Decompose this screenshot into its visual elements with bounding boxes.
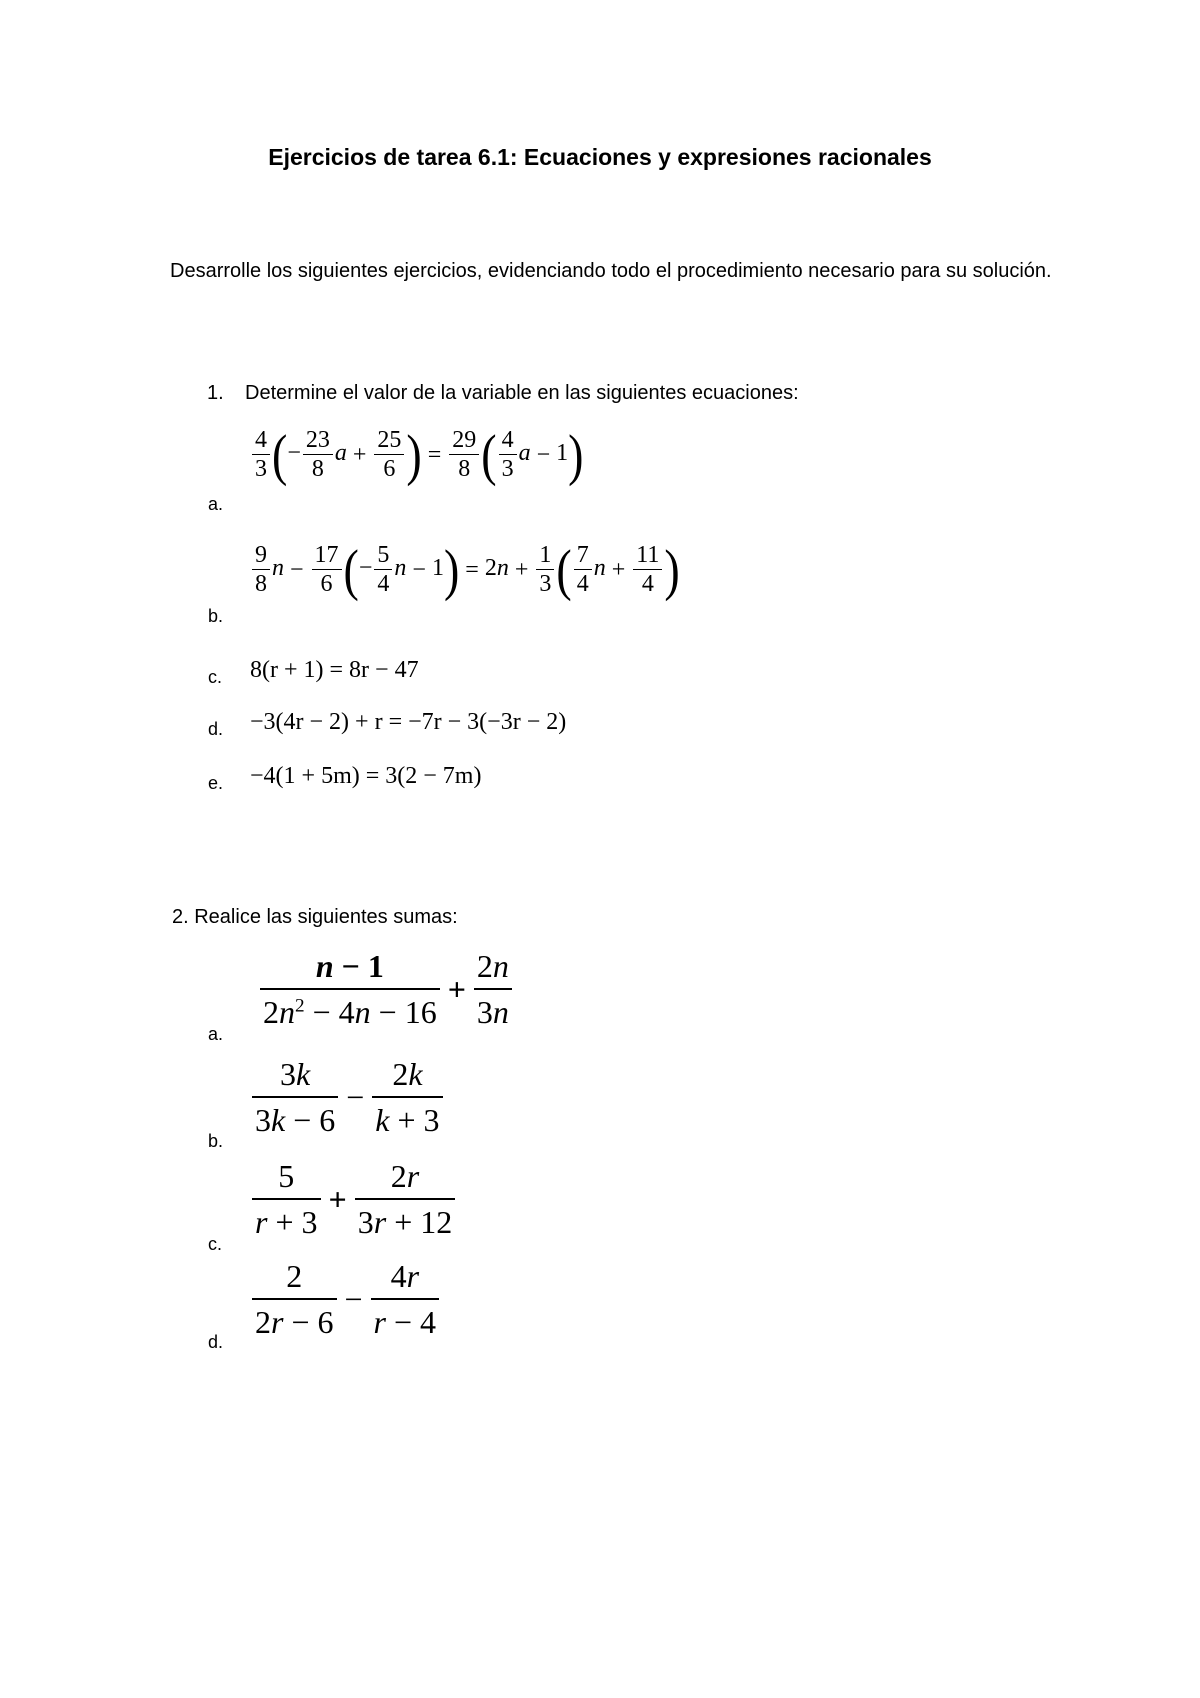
question-1-heading bbox=[207, 382, 799, 405]
q2-letter-b: b. bbox=[208, 1131, 224, 1151]
q1-letter-c: c. bbox=[208, 667, 223, 687]
q1-letter-d: d. bbox=[208, 719, 224, 739]
q2-expression-c: $\frac{5}{r + 3}$ + $\frac{2r}{3r + 12}$ bbox=[250, 1160, 457, 1238]
q1-equation-d: −3(4r − 2) + r = −7r − 3(−3r − 2) bbox=[250, 709, 567, 735]
q2-letter-a: a. bbox=[208, 1024, 224, 1044]
q1-equation-a: $\frac{4}{3}$ (− $\frac{23}{8}$ a + $\frac{25}{6}$ ) = $\frac{29}{8}$ ( $\frac{4}{3}$ a − 1) bbox=[250, 428, 584, 481]
instructions: Desarrolle los siguientes ejercicios, evidenciando todo el procedimiento necesario para su solución. bbox=[170, 260, 1052, 282]
q2-letter-d: d. bbox=[208, 1332, 224, 1352]
q1-equation-e: −4(1 + 5m) = 3(2 − 7m) bbox=[250, 763, 482, 789]
question-1-number: 1. bbox=[207, 382, 224, 404]
page-title: Ejercicios de tarea 6.1: Ecuaciones y expresiones racionales bbox=[268, 144, 932, 170]
q2-expression-a: $\frac{n - 1}{2n^2 - 4n - 16}$ + $\frac{2n}{3n}$ bbox=[258, 950, 514, 1028]
question-1-prompt: Determine el valor de la variable en las siguientes ecuaciones: bbox=[245, 382, 799, 404]
q1-equation-b: $\frac{9}{8}$ n − $\frac{17}{6}$ (− $\frac{5}{4}$ n − 1) = 2n + $\frac{1}{3}$ ( $\frac{7}{4}$ n + $\frac{11}{4}$ ) bbox=[250, 543, 680, 596]
q1-letter-b: b. bbox=[208, 606, 224, 626]
q2-expression-b: $\frac{3k}{3k - 6}$ − $\frac{2k}{k + 3}$ bbox=[250, 1058, 445, 1136]
q2-expression-d: $\frac{2}{2r - 6}$ − $\frac{4r}{r - 4}$ bbox=[250, 1260, 441, 1338]
q1-letter-e: e. bbox=[208, 773, 224, 793]
q1-equation-c: 8(r + 1) = 8r − 47 bbox=[250, 657, 419, 683]
q1-letter-a: a. bbox=[208, 494, 224, 514]
q2-letter-c: c. bbox=[208, 1234, 223, 1254]
question-2-heading: 2. Realice las siguientes sumas: bbox=[172, 906, 458, 928]
